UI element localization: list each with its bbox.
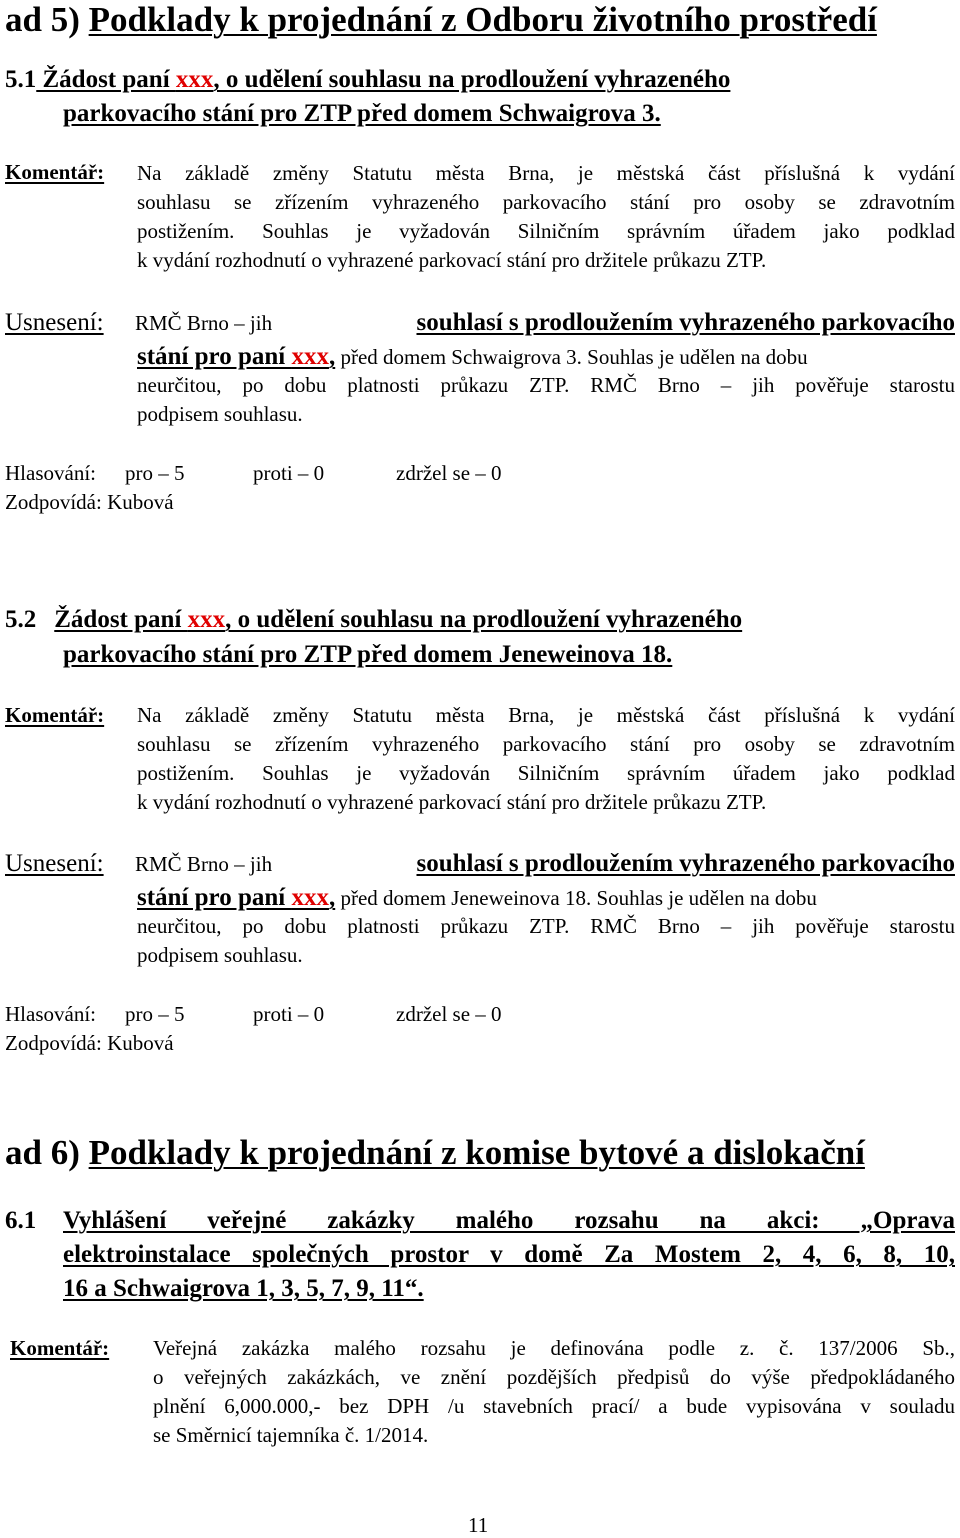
comment-line: postižením. Souhlas je vyžadován Silničním správním úřadem jako podklad: [137, 219, 955, 243]
item-5-2-title: [5, 606, 955, 634]
comment-line: plnění 6,000.000,- bez DPH /u stavebních prací/ a bude vypisována v souladu: [153, 1394, 955, 1418]
vote-label: Hlasování:: [5, 461, 96, 485]
item-6-1-title-line: 16 a Schwaigrova 1, 3, 5, 7, 9, 11“.: [63, 1275, 424, 1302]
resolution-line-2: [137, 884, 817, 912]
resolution-bold: souhlasí s prodloužením vyhrazeného parkovacího: [416, 850, 955, 877]
vote-label: Hlasování:: [5, 1002, 96, 1026]
resolution-line-1: [135, 850, 955, 878]
vote-against: proti – 0: [253, 1002, 325, 1026]
comment-line: souhlasu se zřízením vyhrazeného parkovacího stání pro osoby se zdravotním: [137, 190, 955, 214]
vote-for: pro – 5: [125, 461, 185, 485]
comment-line: souhlasu se zřízením vyhrazeného parkovacího stání pro osoby se zdravotním: [137, 732, 955, 756]
resolution-line: podpisem souhlasu.: [137, 402, 303, 426]
title-text: Žádost paní: [36, 66, 176, 93]
resolution-bold: stání pro paní: [137, 884, 292, 911]
resolution-line: podpisem souhlasu.: [137, 943, 303, 967]
redacted-name: xxx: [291, 884, 329, 911]
section-6-title: Podklady k projednání z komise bytové a dislokační: [88, 1133, 865, 1172]
section-5-heading: [5, 0, 877, 40]
title-text: , o udělení souhlasu na prodloužení vyhrazeného: [213, 66, 731, 93]
item-6-1-title-line: Vyhlášení veřejné zakázky malého rozsahu na akci: „Oprava: [63, 1207, 955, 1234]
comment-line: o veřejných zakázkách, ve znění pozdějších předpisů do výše předpokládaného: [153, 1365, 955, 1389]
comment-label: Komentář:: [5, 703, 105, 727]
section-6-prefix: ad 6): [5, 1133, 89, 1172]
comment-line: postižením. Souhlas je vyžadován Silničním správním úřadem jako podklad: [137, 761, 955, 785]
vote-for: pro – 5: [125, 1002, 185, 1026]
comment-label: Komentář:: [5, 160, 105, 184]
comment-line: k vydání rozhodnutí o vyhrazené parkovací stání pro držitele průkazu ZTP.: [137, 790, 767, 814]
redacted-name: xxx: [291, 343, 329, 370]
responsible: Zodpovídá: Kubová: [5, 1031, 174, 1055]
resolution-line: neurčitou, po dobu platnosti průkazu ZTP. RMČ Brno – jih pověřuje starostu: [137, 914, 955, 938]
item-5-1-title: [5, 66, 955, 94]
resolution-text: před domem Schwaigrova 3. Souhlas je udělen na dobu: [335, 345, 808, 369]
item-5-1-title-line2: parkovacího stání pro ZTP před domem Schwaigrova 3.: [63, 100, 661, 127]
comma: ,: [328, 884, 336, 911]
resolution-line-2: [137, 343, 808, 371]
item-5-2-title-line2: parkovacího stání pro ZTP před domem Jeneweinova 18.: [63, 641, 673, 668]
comment-label: Komentář:: [10, 1336, 110, 1360]
comment-line: Na základě změny Statutu města Brna, je městská část příslušná k vydání: [137, 161, 955, 185]
comment-line: se Směrnicí tajemníka č. 1/2014.: [153, 1423, 429, 1447]
resolution-bold: souhlasí s prodloužením vyhrazeného parkovacího: [416, 309, 955, 336]
item-number: 5.1: [5, 66, 37, 93]
resolution-text: před domem Jeneweinova 18. Souhlas je udělen na dobu: [335, 886, 817, 910]
redacted-name: xxx: [175, 66, 214, 93]
vote-against: proti – 0: [253, 461, 325, 485]
item-number: 5.2: [5, 606, 37, 633]
section-6-heading: [5, 1133, 865, 1173]
comment-line: Veřejná zakázka malého rozsahu je definována podle z. č. 137/2006 Sb.,: [153, 1336, 955, 1360]
comment-line: Na základě změny Statutu města Brna, je městská část příslušná k vydání: [137, 703, 955, 727]
resolution-label: Usnesení:: [5, 309, 104, 336]
responsible: Zodpovídá: Kubová: [5, 490, 174, 514]
title-text: Žádost paní: [54, 606, 188, 633]
vote-abstain: zdržel se – 0: [396, 461, 502, 485]
item-6-1-title-line: elektroinstalace společných prostor v domě Za Mostem 2, 4, 6, 8, 10,: [63, 1241, 955, 1268]
resolution-label: Usnesení:: [5, 850, 104, 877]
section-5-title: Podklady k projednání z Odboru životního prostředí: [88, 0, 877, 39]
resolution-text: RMČ Brno – jih: [135, 311, 273, 335]
resolution-line-1: [135, 309, 955, 337]
section-5-prefix: ad 5): [5, 0, 89, 39]
item-6-1-number: 6.1: [5, 1207, 37, 1234]
comma: ,: [328, 343, 336, 370]
comment-line: k vydání rozhodnutí o vyhrazené parkovací stání pro držitele průkazu ZTP.: [137, 248, 767, 272]
resolution-line: neurčitou, po dobu platnosti průkazu ZTP. RMČ Brno – jih pověřuje starostu: [137, 373, 955, 397]
redacted-name: xxx: [187, 606, 226, 633]
title-text: , o udělení souhlasu na prodloužení vyhrazeného: [225, 606, 743, 633]
page-number: 11: [468, 1513, 489, 1537]
resolution-bold: stání pro paní: [137, 343, 292, 370]
resolution-text: RMČ Brno – jih: [135, 852, 273, 876]
vote-abstain: zdržel se – 0: [396, 1002, 502, 1026]
